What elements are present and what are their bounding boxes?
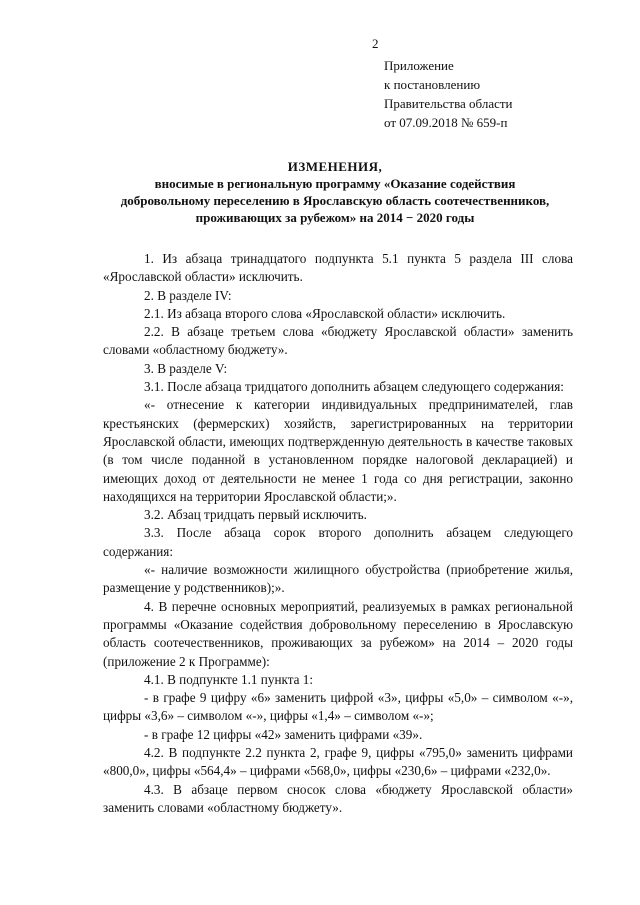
paragraph-2: 2. В разделе IV: bbox=[144, 287, 232, 303]
appendix-line: к постановлению bbox=[384, 77, 481, 92]
title-line: проживающих за рубежом» на 2014 − 2020 годы bbox=[195, 210, 475, 225]
paragraph-4-3: 4.3. В абзаце первом сносок слова «бюджету Ярославской области» заменить словами «областному бюджету». bbox=[103, 781, 573, 815]
paragraph-4-1: 4.1. В подпункте 1.1 пункта 1: bbox=[144, 671, 314, 687]
paragraph-2-1: 2.1. Из абзаца второго слова «Ярославской области» исключить. bbox=[144, 305, 506, 321]
title-heading: ИЗМЕНЕНИЯ, bbox=[287, 159, 383, 174]
page-number: 2 bbox=[372, 36, 379, 51]
document-title bbox=[100, 158, 570, 226]
appendix-line: от 07.09.2018 № 659-п bbox=[384, 115, 508, 130]
paragraph-1: 1. Из абзаца тринадцатого подпункта 5.1 пункта 5 раздела III слова «Ярославской области» исключить. bbox=[103, 251, 573, 285]
paragraph-3-1: 3.1. После абзаца тридцатого дополнить абзацем следующего содержания: bbox=[144, 379, 564, 395]
paragraph-4: 4. В перечне основных мероприятий, реализуемых в рамках региональной программы «Оказание содействия добровольному переселению в Ярославскую область соотечественников, проживающих за рубежом» на 2014 – 2020 годы (приложение 2 к Программе): bbox=[103, 598, 573, 669]
title-line: добровольному переселению в Ярославскую область соотечественников, bbox=[120, 193, 550, 208]
paragraph-3-3: 3.3. После абзаца сорок второго дополнить абзацем следующего содержания: bbox=[103, 525, 573, 559]
title-line: вносимые в региональную программу «Оказание содействия bbox=[154, 176, 516, 191]
list-item: - в графе 12 цифры «42» заменить цифрами «39». bbox=[144, 726, 423, 742]
quoted-paragraph: «- наличие возможности жилищного обустройства (приобретение жилья, размещение у родственников);». bbox=[103, 562, 573, 596]
paragraph-3: 3. В разделе V: bbox=[144, 360, 228, 376]
appendix-line: Приложение bbox=[384, 58, 454, 73]
appendix-reference bbox=[384, 56, 513, 132]
document-body bbox=[103, 250, 573, 817]
list-item: - в графе 9 цифру «6» заменить цифрой «3», цифры «5,0» – символом «-», цифры «3,6» – символом «-», цифры «1,4» – символом «-»; bbox=[103, 690, 573, 724]
appendix-line: Правительства области bbox=[384, 96, 513, 111]
paragraph-2-2: 2.2. В абзаце третьем слова «бюджету Ярославской области» заменить словами «областному бюджету». bbox=[103, 324, 573, 358]
paragraph-4-2: 4.2. В подпункте 2.2 пункта 2, графе 9, цифры «795,0» заменить цифрами «800,0», цифры «564,4» – цифрами «568,0», цифры «230,6» – цифрами «232,0». bbox=[103, 745, 573, 779]
paragraph-3-2: 3.2. Абзац тридцать первый исключить. bbox=[144, 507, 367, 523]
quoted-paragraph: «- отнесение к категории индивидуальных предпринимателей, глав крестьянских (фермерских) хозяйств, зарегистрированных на территории Ярославской области, имеющих подтвержденную деятельность в качестве таковых (в том числе поданной в установленном порядке налоговой декларацией) и имеющих доход от деятельности не менее 1 года со дня регистрации, законно находящихся на территории Ярославской области;». bbox=[103, 397, 573, 504]
